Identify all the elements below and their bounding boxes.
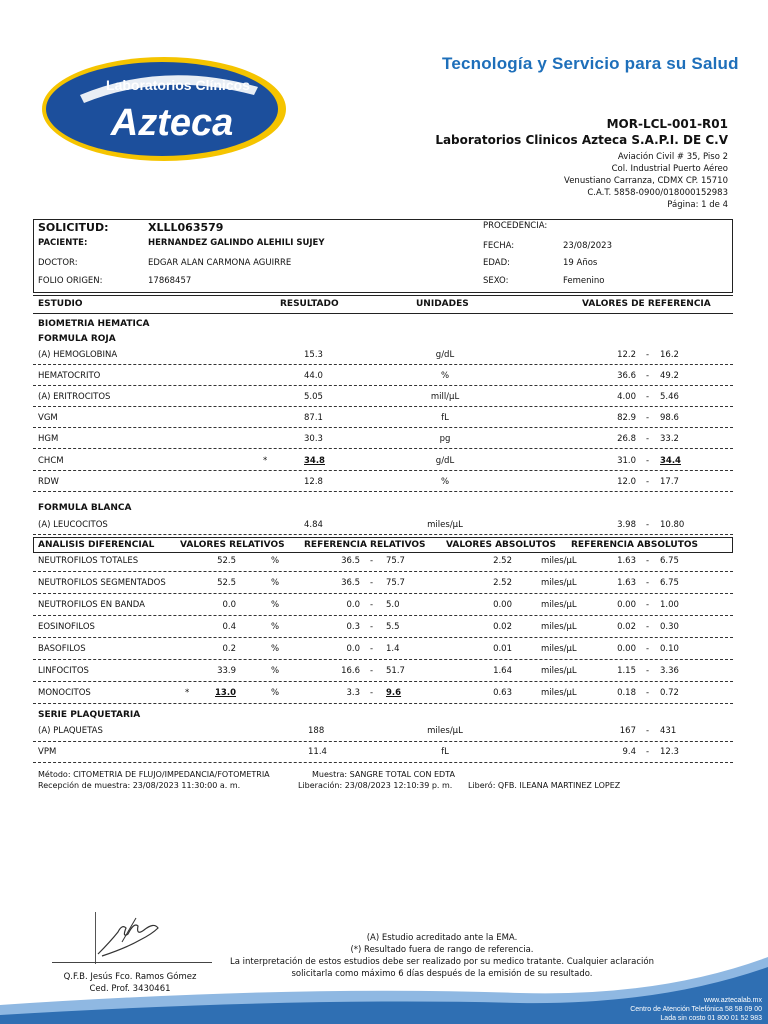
test-unit: g/dL (435, 456, 455, 466)
out-of-range-flag: * (263, 456, 268, 466)
paciente-label: PACIENTE: (38, 238, 88, 248)
signatory-name: Q.F.B. Jesús Fco. Ramos Gómez (63, 972, 197, 982)
libero-text: Liberó: QFB. ILEANA MARTINEZ LOPEZ (468, 781, 621, 790)
test-name: RDW (38, 477, 59, 487)
test-name: VGM (38, 413, 58, 423)
absolute-value: 0.01 (493, 644, 512, 654)
row-divider (33, 615, 733, 616)
svg-text:Centro de Atención Telefónica: Centro de Atención Telefónica 58 58 09 00 (630, 1006, 762, 1013)
abs-ref-dash: - (646, 688, 650, 698)
absolute-unit: miles/µL (541, 688, 577, 698)
ref-high: 98.6 (660, 413, 679, 423)
test-unit: % (440, 371, 450, 381)
ref-dash: - (646, 747, 650, 757)
abs-ref-high: 0.30 (660, 622, 679, 632)
ref-low: 31.0 (617, 456, 636, 466)
row-divider (33, 637, 733, 638)
solicitud-value: XLLL063579 (148, 221, 224, 234)
ref-high: 12.3 (660, 747, 679, 757)
company-address: Aviación Civil # 35, Piso 2 Col. Industrial Puerto Aéreo Venustiano Carranza, CDMX CP. 15710 C.A.T. 5858-0900/018000152983 Página: 1 de 4 (564, 152, 728, 210)
rel-ref-high: 5.5 (386, 622, 400, 632)
cell-name: BASOFILOS (38, 644, 86, 654)
test-name: HEMATOCRITO (38, 371, 101, 381)
abs-ref-dash: - (646, 644, 650, 654)
row-divider (33, 385, 733, 386)
ref-low: 36.6 (617, 371, 636, 381)
relative-value: 0.4 (222, 622, 236, 632)
rel-ref-low: 0.0 (346, 600, 360, 610)
test-value: 188 (308, 726, 325, 736)
metodo-text: Método: CITOMETRIA DE FLUJO/IMPEDANCIA/FOTOMETRIA (38, 770, 270, 779)
absolute-value: 2.52 (493, 578, 512, 588)
ref-dash: - (646, 477, 650, 487)
svg-text:Azteca: Azteca (110, 102, 234, 144)
test-name: VPM (38, 747, 57, 757)
rel-ref-dash: - (370, 600, 374, 610)
ref-high: 5.46 (660, 392, 679, 402)
differential-row (0, 578, 768, 592)
rel-ref-high: 9.6 (386, 688, 402, 698)
recepcion-text: Recepción de muestra: 23/08/2023 11:30:00 a. m. (38, 781, 241, 790)
ref-low: 82.9 (617, 413, 636, 423)
doctor-label: DOCTOR: (38, 258, 78, 268)
header-divider-bottom (33, 313, 733, 314)
relative-value: 33.9 (217, 666, 236, 676)
procedencia-label: PROCEDENCIA: (483, 221, 548, 231)
rel-ref-dash: - (370, 666, 374, 676)
rel-ref-low: 0.0 (346, 644, 360, 654)
note-fuera-rango: (*) Resultado fuera de rango de referencia. (350, 945, 534, 955)
section-formula-blanca: FORMULA BLANCA (38, 503, 132, 513)
abs-ref-high: 0.10 (660, 644, 679, 654)
patient-info-box (33, 219, 733, 293)
relative-value: 52.5 (217, 578, 236, 588)
absolute-unit: miles/µL (541, 644, 577, 654)
section-biometria: BIOMETRIA HEMATICA (38, 319, 150, 329)
folio-label: FOLIO ORIGEN: (38, 276, 103, 286)
edad-value: 19 Años (563, 258, 598, 268)
differential-row (0, 556, 768, 570)
absolute-unit: miles/µL (541, 556, 577, 566)
abs-ref-low: 0.00 (617, 600, 636, 610)
test-value: 44.0 (304, 371, 323, 381)
section-formula-roja: FORMULA ROJA (38, 334, 116, 344)
test-value: 11.4 (308, 747, 327, 757)
section-serie-plaquetaria: SERIE PLAQUETARIA (38, 710, 141, 720)
absolute-unit: miles/µL (541, 622, 577, 632)
row-divider (33, 571, 733, 572)
cell-name: NEUTROFILOS EN BANDA (38, 600, 146, 610)
ref-dash: - (646, 371, 650, 381)
diff-col-valores-relativos: VALORES RELATIVOS (180, 540, 285, 550)
ref-high: 33.2 (660, 434, 679, 444)
svg-text:Laboratorios Clínicos: Laboratorios Clínicos (106, 77, 250, 93)
rel-ref-high: 1.4 (386, 644, 400, 654)
abs-ref-high: 6.75 (660, 578, 679, 588)
row-divider (33, 681, 733, 682)
differential-row (0, 644, 768, 658)
test-name: HGM (38, 434, 59, 444)
row-divider (33, 364, 733, 365)
fecha-label: FECHA: (483, 241, 515, 251)
row-divider (33, 703, 733, 704)
result-row (0, 371, 768, 385)
ref-low: 26.8 (617, 434, 636, 444)
test-value: 12.8 (304, 477, 323, 487)
test-value: 30.3 (304, 434, 323, 444)
liberacion-text: Liberación: 23/08/2023 12:10:39 p. m. (298, 781, 453, 790)
percent-unit: % (271, 688, 280, 698)
document-code: MOR-LCL-001-R01 (606, 117, 728, 131)
differential-row (0, 688, 768, 702)
test-name: (A) PLAQUETAS (38, 726, 103, 736)
cell-name: LINFOCITOS (38, 666, 89, 676)
row-divider (33, 470, 733, 471)
cell-name: NEUTROFILOS SEGMENTADOS (38, 578, 166, 588)
result-row (0, 350, 768, 364)
test-name: (A) ERITROCITOS (38, 392, 111, 402)
note-aclaracion: solicitarla como máximo 6 días después de la emisión de su resultado. (291, 969, 593, 979)
abs-ref-dash: - (646, 578, 650, 588)
row-divider (33, 762, 733, 763)
ref-low: 167 (619, 726, 636, 736)
relative-value: 13.0 (215, 688, 236, 698)
test-unit: miles/µL (427, 726, 463, 736)
ref-dash: - (646, 726, 650, 736)
rel-ref-dash: - (370, 688, 374, 698)
ref-dash: - (646, 520, 650, 530)
differential-row (0, 622, 768, 636)
abs-ref-high: 1.00 (660, 600, 679, 610)
abs-ref-low: 0.00 (617, 644, 636, 654)
abs-ref-dash: - (646, 666, 650, 676)
test-unit: pg (439, 434, 451, 444)
test-unit: % (440, 477, 450, 487)
ref-high: 17.7 (660, 477, 679, 487)
test-unit: mill/µL (430, 392, 460, 402)
relative-value: 52.5 (217, 556, 236, 566)
test-name: (A) LEUCOCITOS (38, 520, 108, 530)
rel-ref-high: 51.7 (386, 666, 405, 676)
percent-unit: % (271, 600, 280, 610)
ref-dash: - (646, 456, 650, 466)
ref-high: 431 (660, 726, 677, 736)
result-row (0, 392, 768, 406)
percent-unit: % (271, 578, 280, 588)
test-value: 87.1 (304, 413, 323, 423)
absolute-value: 2.52 (493, 556, 512, 566)
ref-low: 12.2 (617, 350, 636, 360)
row-divider (33, 427, 733, 428)
ref-low: 3.98 (617, 520, 636, 530)
paciente-value: HERNANDEZ GALINDO ALEHILI SUJEY (148, 238, 325, 248)
footer-wave (0, 905, 768, 1024)
header-divider-top (33, 295, 733, 296)
percent-unit: % (271, 644, 280, 654)
solicitud-label: SOLICITUD: (38, 221, 109, 234)
percent-unit: % (271, 556, 280, 566)
svg-text:Lada sin costo 01 800 01 52 98: Lada sin costo 01 800 01 52 983 (660, 1015, 762, 1022)
ref-dash: - (646, 350, 650, 360)
row-divider (33, 593, 733, 594)
diff-col-referencia-absolutos: REFERENCIA ABSOLUTOS (571, 540, 698, 550)
doctor-value: EDGAR ALAN CARMONA AGUIRRE (148, 258, 292, 268)
abs-ref-dash: - (646, 556, 650, 566)
sexo-value: Femenino (563, 276, 605, 286)
relative-value: 0.0 (222, 600, 236, 610)
rel-ref-dash: - (370, 622, 374, 632)
test-name: CHCM (38, 456, 64, 466)
note-ema: (A) Estudio acreditado ante la EMA. (366, 933, 518, 943)
abs-ref-dash: - (646, 600, 650, 610)
result-row (0, 434, 768, 448)
leucocitos-row (0, 520, 768, 534)
absolute-value: 0.00 (493, 600, 512, 610)
ref-high: 10.80 (660, 520, 685, 530)
ref-low: 4.00 (617, 392, 636, 402)
percent-unit: % (271, 666, 280, 676)
company-name: Laboratorios Clinicos Azteca S.A.P.I. DE C.V (435, 133, 728, 147)
row-divider (33, 448, 733, 449)
diff-col-analisis: ANALISIS DIFERENCIAL (38, 540, 155, 550)
cell-name: EOSINOFILOS (38, 622, 95, 632)
differential-row (0, 600, 768, 614)
row-divider (33, 406, 733, 407)
rel-ref-high: 75.7 (386, 556, 405, 566)
note-interpretacion: La interpretación de estos estudios debe ser realizado por su medico tratante. Cualquier aclaración (230, 957, 654, 967)
tagline: Tecnología y Servicio para su Salud (442, 54, 739, 73)
test-value: 34.8 (304, 456, 325, 466)
row-divider (33, 534, 733, 535)
result-row (0, 413, 768, 427)
abs-ref-low: 1.63 (617, 556, 636, 566)
rel-ref-low: 0.3 (346, 622, 360, 632)
rel-ref-dash: - (370, 644, 374, 654)
rel-ref-low: 36.5 (341, 578, 360, 588)
signatory-cedula: Ced. Prof. 3430461 (89, 984, 171, 994)
relative-value: 0.2 (222, 644, 236, 654)
svg-text:www.aztecalab.mx: www.aztecalab.mx (704, 997, 762, 1004)
rel-ref-low: 16.6 (341, 666, 360, 676)
cell-name: MONOCITOS (38, 688, 91, 698)
abs-ref-high: 6.75 (660, 556, 679, 566)
test-value: 4.84 (304, 520, 323, 530)
col-estudio: ESTUDIO (38, 299, 83, 309)
row-divider (33, 659, 733, 660)
test-value: 5.05 (304, 392, 323, 402)
out-of-range-flag: * (185, 688, 190, 698)
col-unidades: UNIDADES (416, 299, 469, 309)
ref-high: 16.2 (660, 350, 679, 360)
sexo-label: SEXO: (483, 276, 509, 286)
azteca-logo (40, 55, 288, 163)
ref-high: 34.4 (660, 456, 681, 466)
ref-dash: - (646, 413, 650, 423)
result-row (0, 726, 768, 740)
folio-value: 17868457 (148, 276, 192, 286)
absolute-unit: miles/µL (541, 578, 577, 588)
absolute-unit: miles/µL (541, 600, 577, 610)
ref-dash: - (646, 434, 650, 444)
ref-dash: - (646, 392, 650, 402)
muestra-text: Muestra: SANGRE TOTAL CON EDTA (312, 770, 455, 779)
col-referencia: VALORES DE REFERENCIA (582, 299, 711, 309)
test-unit: fL (441, 747, 449, 757)
test-name: (A) HEMOGLOBINA (38, 350, 118, 360)
test-value: 15.3 (304, 350, 323, 360)
abs-ref-high: 3.36 (660, 666, 679, 676)
absolute-value: 0.02 (493, 622, 512, 632)
abs-ref-low: 0.18 (617, 688, 636, 698)
ref-high: 49.2 (660, 371, 679, 381)
abs-ref-low: 1.63 (617, 578, 636, 588)
abs-ref-high: 0.72 (660, 688, 679, 698)
result-row (0, 747, 768, 761)
abs-ref-dash: - (646, 622, 650, 632)
cell-name: NEUTROFILOS TOTALES (38, 556, 139, 566)
rel-ref-high: 5.0 (386, 600, 400, 610)
rel-ref-dash: - (370, 578, 374, 588)
rel-ref-high: 75.7 (386, 578, 405, 588)
col-resultado: RESULTADO (280, 299, 339, 309)
fecha-value: 23/08/2023 (563, 241, 612, 251)
row-divider (33, 491, 733, 492)
absolute-value: 0.63 (493, 688, 512, 698)
rel-ref-low: 3.3 (346, 688, 360, 698)
absolute-unit: miles/µL (541, 666, 577, 676)
test-unit: miles/µL (427, 520, 463, 530)
differential-row (0, 666, 768, 680)
result-row (0, 456, 768, 470)
rel-ref-low: 36.5 (341, 556, 360, 566)
percent-unit: % (271, 622, 280, 632)
edad-label: EDAD: (483, 258, 510, 268)
abs-ref-low: 1.15 (617, 666, 636, 676)
diff-col-referencia-relativos: REFERENCIA RELATIVOS (304, 540, 426, 550)
ref-low: 12.0 (617, 477, 636, 487)
rel-ref-dash: - (370, 556, 374, 566)
ref-low: 9.4 (622, 747, 636, 757)
diff-col-valores-absolutos: VALORES ABSOLUTOS (446, 540, 557, 550)
test-unit: g/dL (435, 350, 455, 360)
page-number: Página: 1 de 4 (667, 200, 728, 210)
absolute-value: 1.64 (493, 666, 512, 676)
test-unit: fL (441, 413, 449, 423)
abs-ref-low: 0.02 (617, 622, 636, 632)
result-row (0, 477, 768, 491)
row-divider (33, 741, 733, 742)
